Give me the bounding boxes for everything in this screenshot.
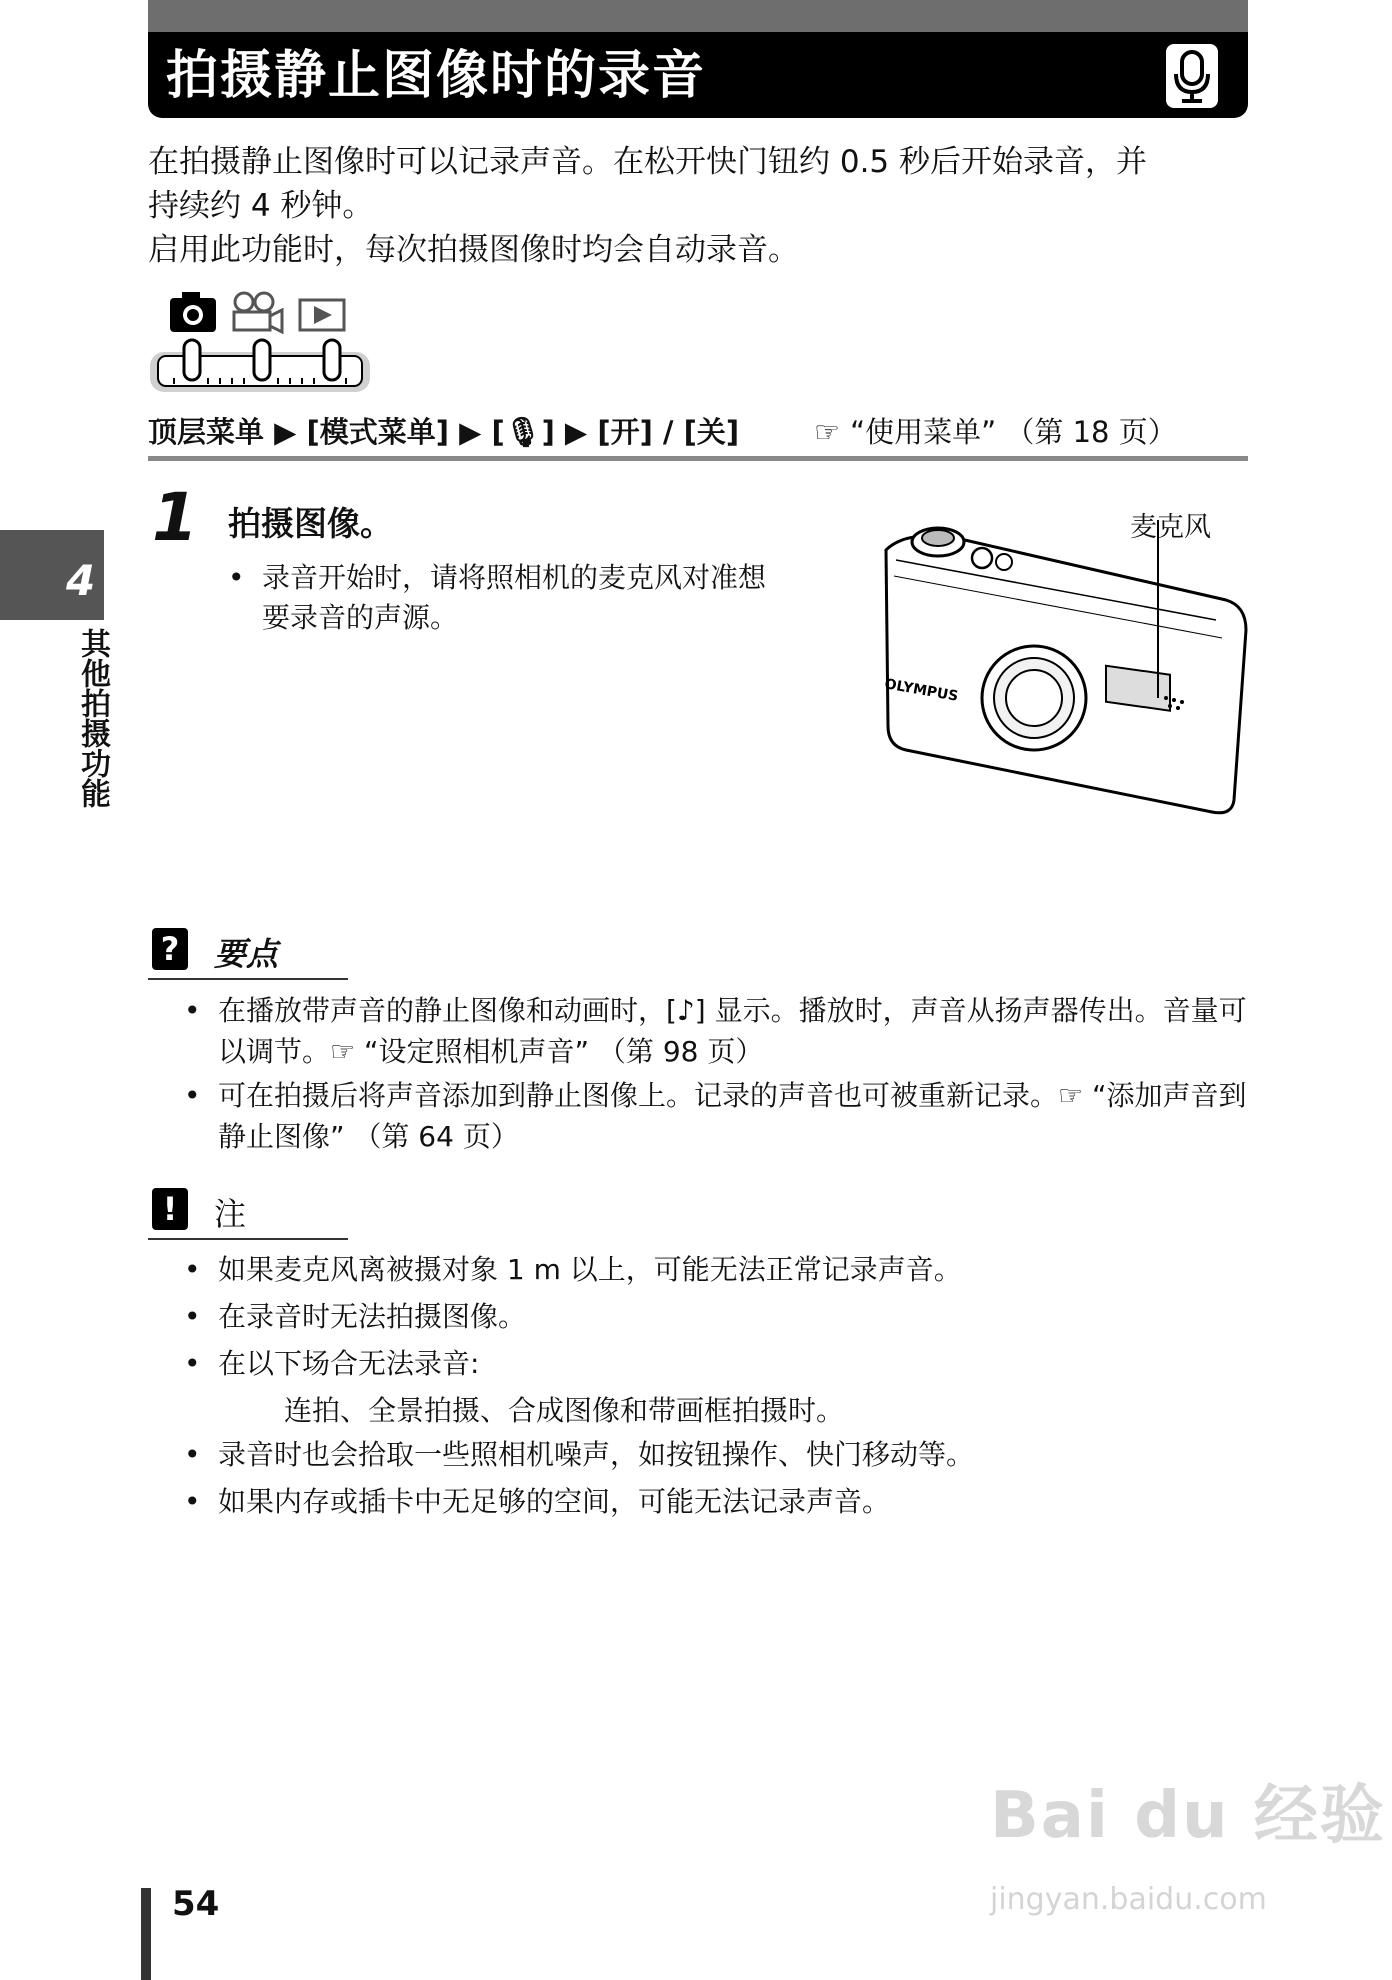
menu-reference xyxy=(814,412,1177,452)
tips-title: 要点 xyxy=(214,935,279,973)
page-margin-bar xyxy=(141,1888,151,1980)
notes-list xyxy=(184,1248,1248,1527)
tips-list xyxy=(184,990,1248,1160)
list-item: • 录音时也会拾取一些照相机噪声，如按钮操作、快门移动等。 xyxy=(184,1433,1248,1477)
notes-item-text: 如果麦克风离被摄对象 1 m 以上，可能无法正常记录声音。 xyxy=(218,1253,962,1286)
tips-item-text: 可在拍摄后将声音添加到静止图像上。记录的声音也可被重新记录。☞ “添加声音到静止图像” （第 64 页） xyxy=(218,1079,1247,1153)
step-bullet-text: 录音开始时，请将照相机的麦克风对准想要录音的声源。 xyxy=(262,561,767,634)
list-item: • 如果麦克风离被摄对象 1 m 以上，可能无法正常记录声音。 xyxy=(184,1248,1248,1292)
notes-sub-item: 连拍、全景拍摄、合成图像和带画框拍摄时。 xyxy=(284,1394,845,1427)
microphone-callout-label: 麦克风 xyxy=(1130,512,1211,543)
camera-icon xyxy=(170,292,216,332)
intro-line-1: 在拍摄静止图像时可以记录声音。在松开快门钮约 0.5 秒后开始录音，并 xyxy=(148,144,1148,180)
watermark-url: jingyan.baidu.com xyxy=(990,1882,1267,1917)
tips-icon: ? xyxy=(152,928,188,970)
tips-divider xyxy=(148,978,348,980)
playback-icon xyxy=(300,300,344,330)
notes-item-text: 在以下场合无法录音: xyxy=(218,1347,480,1380)
page-number: 54 xyxy=(172,1884,220,1924)
intro-line-3: 启用此功能时，每次拍摄图像时均会自动录音。 xyxy=(148,232,799,268)
mode-dial xyxy=(148,290,374,396)
notes-item-text: 在录音时无法拍摄图像。 xyxy=(218,1300,527,1333)
list-item: • 如果内存或插卡中无足够的空间，可能无法记录声音。 xyxy=(184,1480,1248,1524)
notes-divider xyxy=(148,1238,348,1240)
watermark-logo: Bai du 经验 xyxy=(990,1779,1386,1853)
menu-divider xyxy=(148,456,1248,461)
warning-icon: ! xyxy=(152,1188,188,1230)
camera-illustration xyxy=(866,520,1256,820)
list-item: • 在播放带声音的静止图像和动画时，[♪] 显示。播放时，声音从扬声器传出。音量可以调节。☞ “设定照相机声音” （第 98 页） xyxy=(184,990,1248,1072)
chapter-label: 其他拍摄功能 xyxy=(75,628,110,808)
list-item: • 在以下场合无法录音: xyxy=(184,1342,1248,1386)
menu-reference-text: “使用菜单” （第 18 页） xyxy=(850,415,1177,449)
page-reference-icon: ☞ xyxy=(814,415,851,449)
list-item: • 可在拍摄后将声音添加到静止图像上。记录的声音也可被重新记录。☞ “添加声音到静止图像” （第 64 页） xyxy=(184,1075,1248,1157)
chapter-number: 4 xyxy=(66,556,96,605)
intro-line-2: 持续约 4 秒钟。 xyxy=(148,188,374,224)
notes-title: 注 xyxy=(214,1195,247,1233)
step-number: 1 xyxy=(152,479,198,556)
page-title: 拍摄静止图像时的录音 xyxy=(166,46,707,106)
notes-item-text: 如果内存或插卡中无足够的空间，可能无法记录声音。 xyxy=(218,1485,891,1518)
movie-icon xyxy=(234,293,282,332)
menu-path: 顶层菜单 ▶ [模式菜单] ▶ [🎙] ▶ [开] / [关] xyxy=(148,415,740,449)
step-bullet: • 录音开始时，请将照相机的麦克风对准想要录音的声源。 xyxy=(228,558,788,638)
tips-item-text: 在播放带声音的静止图像和动画时，[♪] 显示。播放时，声音从扬声器传出。音量可以调节。☞ “设定照相机声音” （第 98 页） xyxy=(218,994,1247,1068)
microphone-icon xyxy=(1166,44,1218,108)
step-title: 拍摄图像。 xyxy=(228,504,393,543)
list-item: • 在录音时无法拍摄图像。 xyxy=(184,1295,1248,1339)
camera-brand-label: OLYMPUS xyxy=(883,676,960,705)
notes-item-text: 录音时也会拾取一些照相机噪声，如按钮操作、快门移动等。 xyxy=(218,1438,975,1471)
header-band xyxy=(148,0,1248,32)
